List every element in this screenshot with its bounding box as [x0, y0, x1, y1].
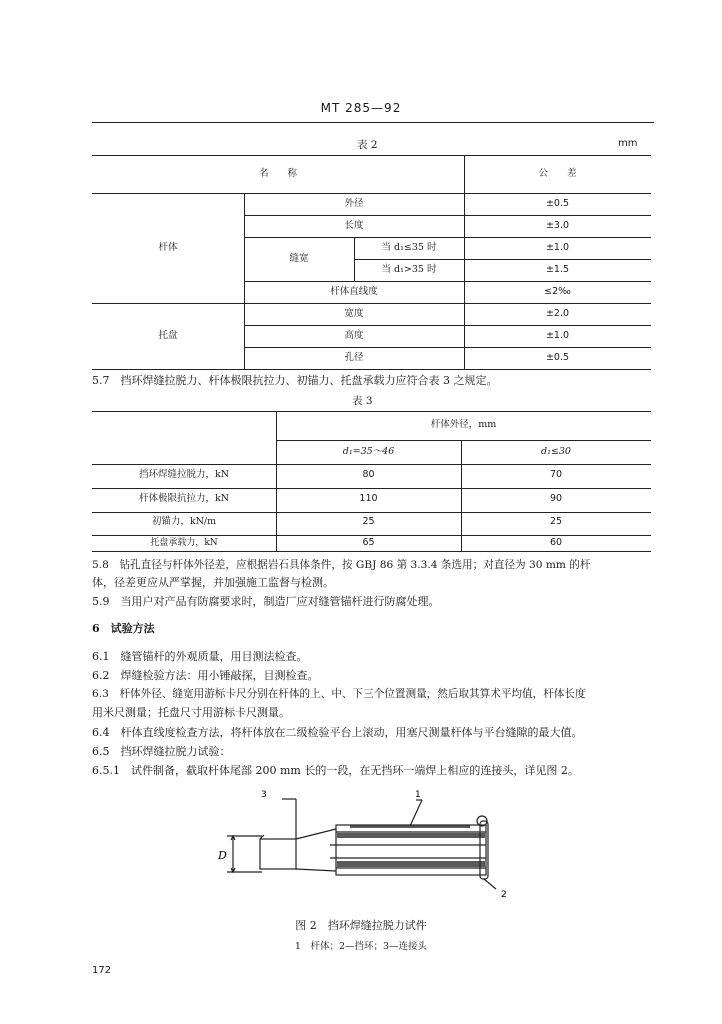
table3-cell: 25 — [549, 516, 563, 527]
table3-sub1: d₁=35～46 — [342, 446, 395, 457]
table3-cell: 70 — [549, 469, 563, 480]
table2-cell: 当 d₁>35 时 — [381, 264, 437, 275]
table2-cell: 宽度 — [344, 308, 364, 319]
para-6-1: 6.1 缝管锚杆的外观质量，用目测法检查。 — [92, 650, 308, 663]
table2-col-tol: 公 差 — [538, 168, 577, 179]
table2-cell: ±3.0 — [545, 220, 570, 231]
table3-cell: 25 — [362, 516, 375, 527]
table2-col-name: 名 称 — [258, 168, 297, 179]
table2-cell: ±1.5 — [545, 264, 570, 275]
table2-cell: ±0.5 — [545, 352, 570, 363]
table3-head: 杆体外径，mm — [430, 419, 497, 430]
section-6-heading: 6 试验方法 — [92, 622, 155, 635]
table2-cell: 高度 — [344, 330, 364, 341]
table3-cell: 65 — [362, 537, 375, 548]
table2-cell: ≤2‰ — [544, 286, 571, 297]
table2-unit: mm — [618, 138, 638, 149]
table2-cell: ±0.5 — [545, 198, 570, 209]
figure-label-1: 1 — [415, 790, 421, 800]
header-rule — [92, 122, 654, 123]
table3-cell: 80 — [362, 469, 375, 480]
table2-cell: 外径 — [344, 198, 364, 209]
table2-group-rod: 杆体 — [158, 242, 178, 253]
table2-cell: 当 d₁≤35 时 — [381, 242, 437, 253]
table3-cell: 90 — [549, 493, 563, 504]
table2-cell: 缝宽 — [289, 253, 309, 264]
table2-caption: 表 2 — [357, 139, 378, 151]
figure-label-2: 2 — [501, 890, 507, 900]
para-5-8-line2: 体，径差更应从严掌握，并加强施工监督与检测。 — [92, 576, 334, 589]
para-6-4: 6.4 杆体直线度检查方法，将杆体放在二级检验平台上滚动，用塞尺测量杆体与平台缝隙的最大值。 — [92, 726, 583, 739]
table3-caption: 表 3 — [352, 395, 373, 407]
para-6-5-1: 6.5.1 试件制备，截取杆体尾部 200 mm 长的一段，在无挡环一端焊上相应的连接头，详见图 2。 — [92, 764, 579, 777]
para-6-2: 6.2 焊缝检验方法：用小锤敲探，目测检查。 — [92, 669, 319, 682]
para-5-7: 5.7 挡环焊缝拉脱力、杆体极限抗拉力、初锚力、托盘承载力应符合表 3 之规定。 — [92, 374, 498, 387]
table2-cell: ±2.0 — [545, 308, 570, 319]
table2-cell: ±1.0 — [545, 330, 570, 341]
table2-cell: 杆体直线度 — [330, 286, 378, 297]
para-5-8-line1: 5.8 钻孔直径与杆体外径差，应根据岩石具体条件，按 GBJ 86 第 3.3.4 条选用；对直径为 30 mm 的杆 — [92, 559, 591, 571]
table2-cell: ±1.0 — [545, 242, 570, 253]
table3-row-label: 初锚力，kN/m — [151, 516, 217, 527]
table3-row-label: 挡环焊缝拉脱力，kN — [138, 469, 230, 480]
table2-group-plate: 托盘 — [158, 330, 178, 341]
figure-2-caption: 图 2 挡环焊缝拉脱力试件 — [295, 919, 427, 932]
table2-cell: 长度 — [344, 220, 364, 231]
table3-cell: 110 — [359, 493, 378, 504]
table3-row-label: 杆体极限抗拉力，kN — [138, 493, 230, 504]
para-5-9: 5.9 当用户对产品有防腐要求时，制造厂应对缝管锚杆进行防腐处理。 — [92, 595, 440, 608]
figure-2-drawing — [200, 785, 530, 905]
figure-label-3: 3 — [261, 790, 267, 800]
para-6-3-line2: 用米尺测量；托盘尺寸用游标卡尺测量。 — [92, 706, 290, 719]
para-6-3-line1: 6.3 杆体外径、缝宽用游标卡尺分别在杆体的上、中、下三个位置测量，然后取其算术平均值，杆体长度 — [92, 688, 586, 700]
table3-row-label: 托盘承载力，kN — [150, 538, 218, 548]
table3-cell: 60 — [549, 537, 563, 548]
table2-cell: 孔径 — [344, 352, 364, 363]
para-6-5: 6.5 挡环焊缝拉脱力试验： — [92, 745, 231, 758]
figure-2-legend: 1 杆体；2—挡环；3—连接头 — [294, 941, 428, 952]
figure-label-d: D — [218, 849, 227, 862]
table3-sub2: d₁≤30 — [541, 446, 571, 457]
page-header: MT 285—92 — [320, 101, 402, 115]
page-number: 172 — [92, 965, 112, 976]
